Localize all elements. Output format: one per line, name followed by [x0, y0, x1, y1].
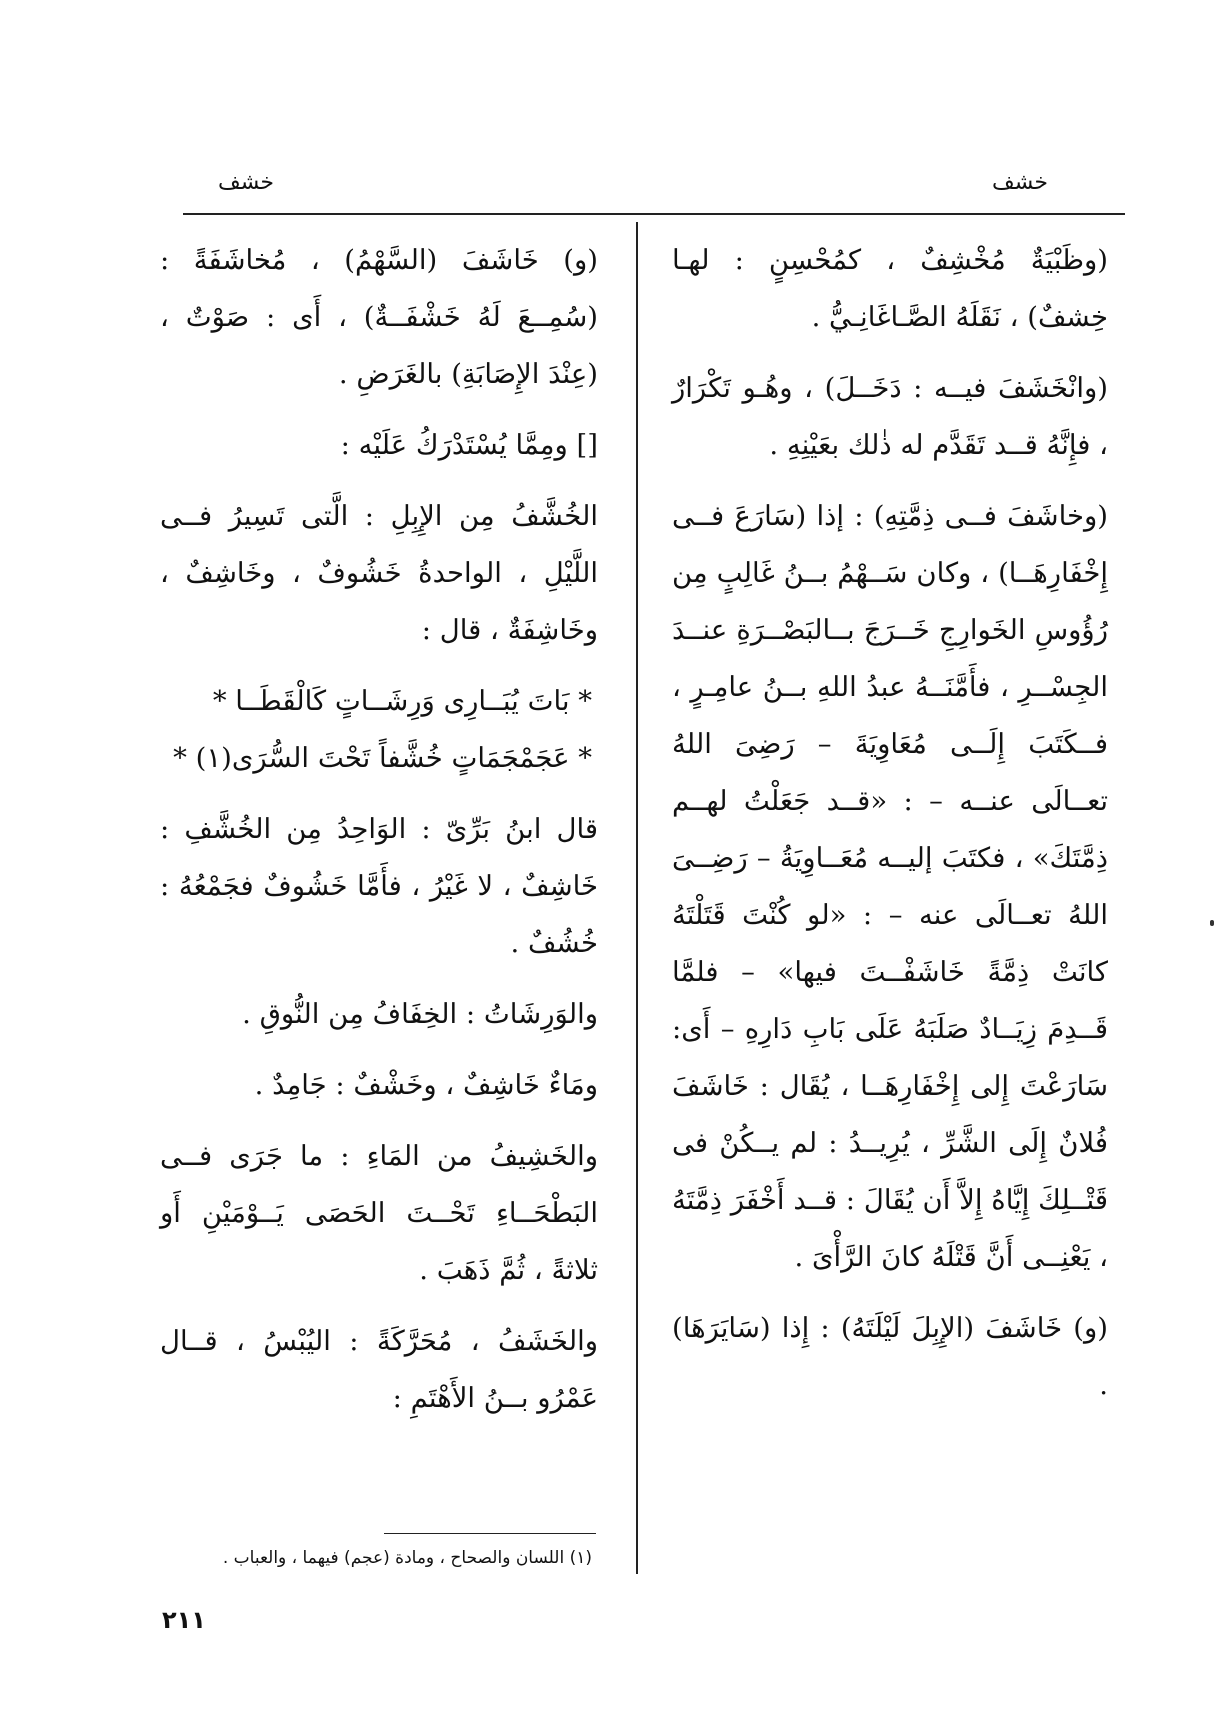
- header-rule: [183, 213, 1125, 215]
- entry-paragraph: (وخاشَفَ فــى ذِمَّتِهِ) : إذا (سَارَعَ فــى إِخْفَارِهَــا) ، وكان سَــهْمُ بــنُ غَالِبٍ مِن رُؤُوسِ الخَوارِجِ خَــرَجَ بــالبَصْــرَةِ عنــدَ الجِسْــرِ ، فأَمَّنَــهُ عبدُ اللهِ بــنُ عامِـرٍ ، فــكَتَبَ إِلَــى مُعَاوِيَةَ – رَضِىَ اللهُ تعــالَى عنــه – : «قــد جَعَلْتُ لهــم ذِمَّتَكَ» ، فكتَبَ إليــه مُعَــاوِيَةُ – رَضِــىَ اللهُ تعــالَى عنه – : «لو كُنْتَ قَتَلْتَهُ كانَتْ ذِمَّةً خَاشَفْــتَ فيها» – فلمَّا قَــدِمَ زِيَــادٌ صَلَبَهُ عَلَى بَابِ دَارِهِ – أَى: سَارَعْتَ إِلى إِخْفَارِهَــا ، يُقَال : خَاشَفَ فُلانٌ إِلَى الشَّرِّ ، يُرِيــدُ : لم يــكُنْ فى قَتْــلِكَ إِيَّاهُ إِلاَّ أَن يُقَالَ : قــد أَخْفَرَ ذِمَّتَهُ ، يَعْنِــى أَنَّ قَتْلَهُ كانَ الرَّأْىَ .: [672, 500, 1108, 1273]
- entry-paragraph: (و) خَاشَفَ (الإِبِلَ لَيْلَتَهُ) : إِذا (سَايَرَهَا) .: [672, 1312, 1108, 1401]
- addendum-heading: [] ومِمَّا يُسْتَدْرَكُ عَلَيْه :: [340, 429, 598, 461]
- verse-line: * عَجَمْجَمَاتٍ خُشَّفاً تَحْتَ السُّرَى(١) *: [173, 742, 592, 774]
- entry-paragraph: ومَاءٌ خَاشِفٌ ، وخَشْفٌ : جَامِدٌ .: [254, 1069, 598, 1101]
- entry-paragraph: (وظَبْيَةٌ مُخْشِفٌ ، كمُحْسِنٍ : لهـا خِشفٌ) ، نَقَلَهُ الصَّـاغَانِـيُّ .: [672, 244, 1108, 333]
- verse-line: * بَاتَ يُبَــارِى وَرِشَــاتٍ كَالْقَطَــا *: [212, 685, 592, 717]
- footnote-rule: [384, 1533, 596, 1534]
- entry-paragraph: قال ابنُ بَرِّىّ : الوَاحِدُ مِن الخُشَّفِ : خَاشِفٌ ، لا غَيْرُ ، فأَمَّا خَشُوفٌ فجَمْعُهُ : خُشُفٌ .: [160, 813, 598, 959]
- entry-paragraph: والخَشِيفُ من المَاءِ : ما جَرَى فــى البَطْحَــاءِ تَحْــتَ الحَصَى يَــوْمَيْنِ أَو ثلاثةً ، ثُمَّ ذَهَبَ .: [160, 1140, 598, 1286]
- footnote: (١) اللسان والصحاح ، ومادة (عجم) فيهما ، والعباب .: [222, 1548, 592, 1568]
- page-number: ٢١١: [162, 1606, 206, 1634]
- entry-paragraph: (و) خَاشَفَ (السَّهْمُ) ، مُخاشَفَةً : (سُمِــعَ لَهُ خَشْفَــةٌ) ، أَى : صَوْتٌ ، (عِنْدَ الإِصَابَةِ) بالغَرَضِ .: [160, 244, 598, 390]
- poetry-verse: [160, 673, 598, 787]
- right-column: [672, 232, 1108, 1428]
- entry-paragraph: (وانْخَشَفَ فيــه : دَخَــلَ) ، وهُـو تَكْرَارٌ ، فإِنَّهُ قــد تَقَدَّم له ذٰلك بعَيْنِهِ .: [672, 372, 1108, 461]
- entry-paragraph: الخُشَّفُ مِن الإِبِلِ : الَّتى تَسِيرُ فــى اللَّيْلِ ، الواحدةُ خَشُوفٌ ، وخَاشِفٌ ، وخَاشِفَةٌ ، قال :: [160, 500, 598, 646]
- running-head-left: خشف: [218, 170, 274, 195]
- entry-paragraph: والوَرِشَاتُ : الخِفَافُ مِن النُّوقِ .: [242, 998, 598, 1030]
- left-column: [160, 232, 598, 1441]
- entry-paragraph: والخَشَفُ ، مُحَرَّكَةً : اليُبْسُ ، قــال عَمْرُو بــنُ الأَهْتَمِ :: [160, 1325, 598, 1414]
- column-divider: [636, 222, 638, 1574]
- margin-mark: [1210, 920, 1214, 926]
- running-head-right: خشف: [992, 170, 1048, 195]
